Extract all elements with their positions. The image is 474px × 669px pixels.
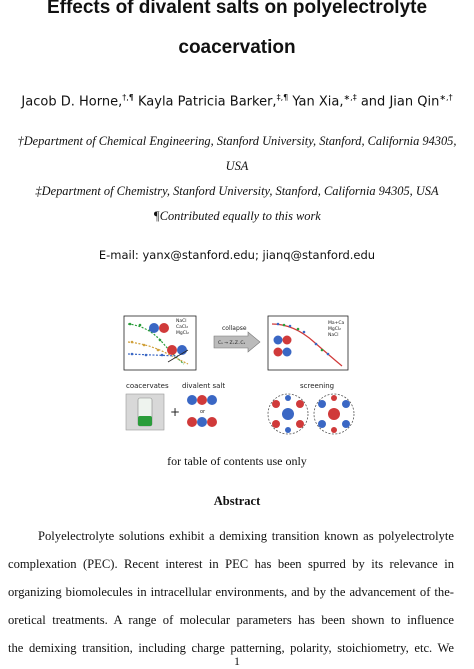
right-legend-entry: Ma+Ca — [328, 321, 345, 326]
paper-title-line-2: coacervation — [178, 37, 296, 58]
affiliation-line: USA — [225, 159, 249, 173]
page-number: 1 — [234, 654, 240, 668]
right-legend-entry: NaCl — [328, 333, 339, 338]
affiliation-line: ‡Department of Chemistry, Stanford University, Stanford, California 94305, USA — [35, 184, 439, 198]
author-affiliation-marks: †,¶ — [122, 93, 134, 102]
author-list — [0, 93, 474, 109]
divalent-salt-ions — [187, 395, 217, 427]
screening-label: screening — [300, 382, 335, 390]
plus-sign: + — [170, 405, 181, 419]
left-legend-entry: MgCl₂ — [176, 331, 189, 336]
author-affiliation-marks: ∗,† — [439, 93, 453, 102]
author-name: Kayla Patricia Barker, — [137, 94, 277, 110]
affiliation-note: ¶Contributed equally to this work — [153, 209, 321, 223]
left-legend-entry: NaCl — [176, 319, 187, 324]
author-name: Jian Qin — [389, 94, 440, 110]
abstract-heading: Abstract — [213, 494, 261, 508]
abstract-line: Polyelectrolyte solutions exhibit a demixing transition known as polyelectrolyte — [38, 529, 454, 543]
toc-figure — [118, 312, 362, 438]
author-name: Yan Xia, — [292, 94, 344, 110]
left-legend-entry: CaCl₂ — [176, 325, 189, 330]
paper-title-line-1: Effects of divalent salts on polyelectrolyte — [46, 0, 428, 18]
contact-email: E-mail: yanx@stanford.edu; jianq@stanford.edu — [98, 248, 376, 262]
collapse-label: collapse — [222, 325, 247, 332]
abstract-line: oretical treatments. A range of molecular parameters has been shown to influence — [8, 613, 454, 627]
abstract-line: complexation (PEC). Recent interest in PEC has been spurred by its relevance in — [8, 557, 454, 571]
abstract-line: the demixing transition, including charge patterning, polarity, stoichiometry, etc. We — [8, 641, 454, 655]
collapse-arrow — [214, 325, 260, 352]
toc-caption: for table of contents use only — [167, 454, 307, 468]
divalent-salt-label: divalent salt — [182, 382, 226, 390]
collapse-equation: Cₛ → Z₊Z₋Cₛ — [218, 341, 246, 346]
affiliation-line: †Department of Chemical Engineering, Stanford University, Stanford, California 94305, — [17, 134, 457, 148]
author-conjunction: and — [360, 94, 386, 110]
author-affiliation-marks: ∗,‡ — [343, 93, 357, 102]
author-name: Jacob D. Horne, — [21, 94, 123, 110]
coacervate-vial-photo — [126, 394, 164, 430]
screening-illustration — [268, 394, 354, 434]
coacervates-label: coacervates — [126, 382, 169, 390]
or-label: or — [200, 409, 206, 415]
toc-graphic — [118, 312, 362, 438]
right-legend-entry: MgCl₂ — [328, 327, 341, 332]
abstract-line: organizing biomolecules in intracellular environments, and by the advancement of the- — [8, 585, 454, 599]
author-affiliation-marks: ‡,¶ — [276, 93, 289, 102]
